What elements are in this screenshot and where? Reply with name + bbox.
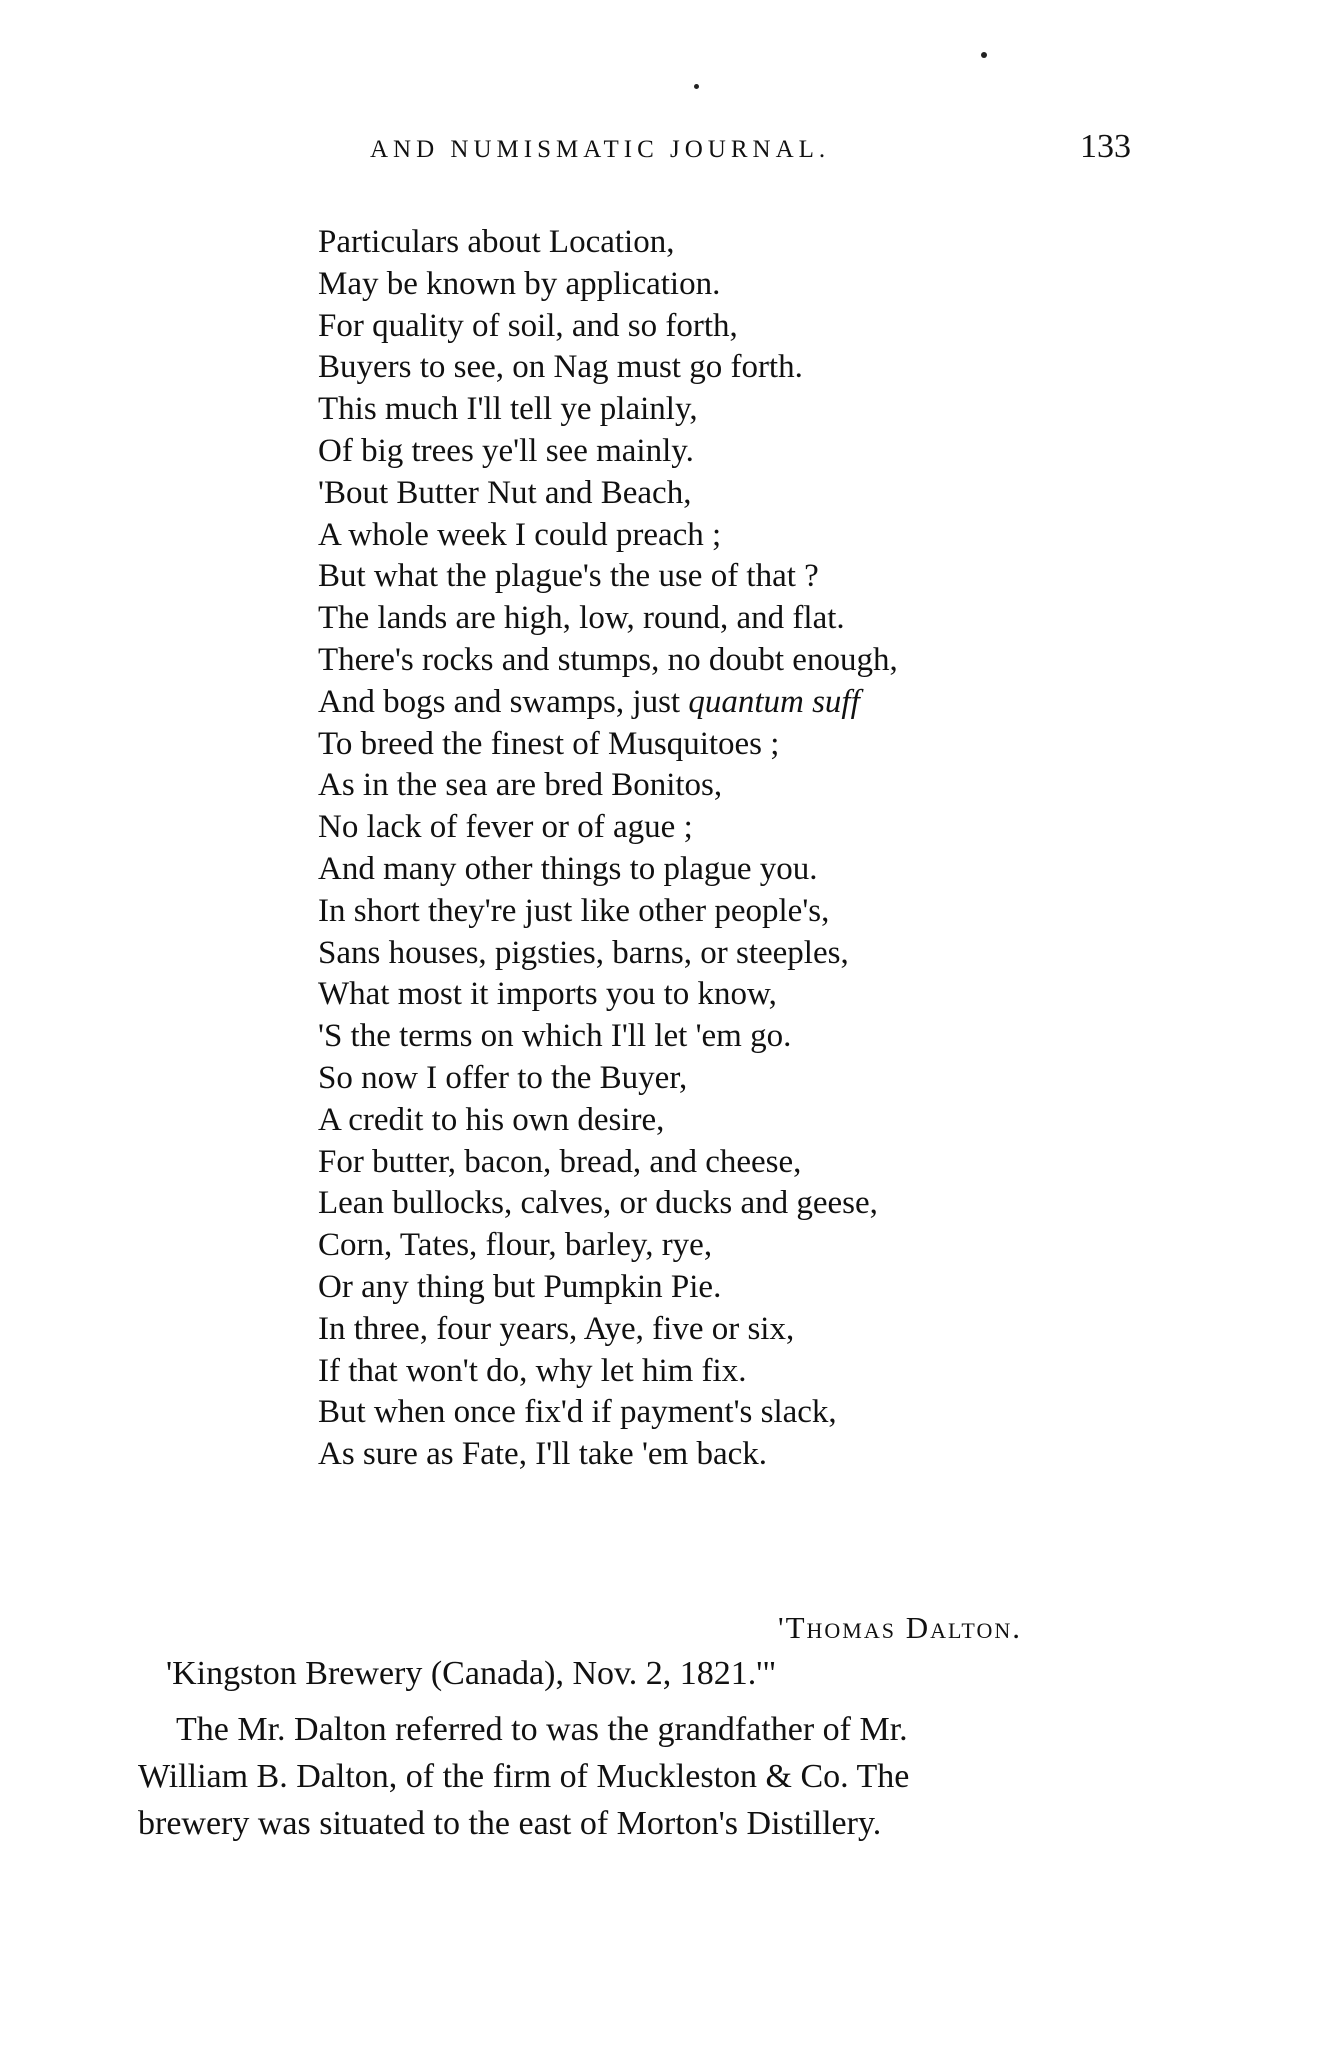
- poem-line-text: And bogs and swamps, just: [318, 683, 681, 720]
- poem-line: [318, 682, 898, 724]
- prose-line: William B. Dalton, of the firm of Muckleston & Co. The: [138, 1758, 910, 1795]
- print-speck: [981, 52, 987, 58]
- poem-line: But what the plague's the use of that ?: [318, 558, 819, 595]
- poem-line: But when once fix'd if payment's slack,: [318, 1394, 837, 1431]
- poem-line: Corn, Tates, flour, barley, rye,: [318, 1227, 713, 1264]
- poem-signature: 'Thomas Dalton.: [778, 1610, 1022, 1645]
- poem-line: Or any thing but Pumpkin Pie.: [318, 1268, 722, 1305]
- poem-line: And many other things to plague you.: [318, 850, 818, 887]
- poem-line: If that won't do, why let him fix.: [318, 1352, 747, 1389]
- poem-line: To breed the finest of Musquitoes ;: [318, 725, 780, 762]
- prose-line: The Mr. Dalton referred to was the grandfather of Mr.: [176, 1711, 908, 1748]
- poem-line: Buyers to see, on Nag must go forth.: [318, 349, 803, 386]
- poem-line: For butter, bacon, bread, and cheese,: [318, 1143, 802, 1180]
- page-number: 133: [1080, 128, 1131, 165]
- italic-latin-phrase: quantum suff: [688, 683, 860, 720]
- poem-line: So now I offer to the Buyer,: [318, 1059, 688, 1096]
- poem-line: The lands are high, low, round, and flat.: [318, 600, 845, 637]
- dateline: 'Kingston Brewery (Canada), Nov. 2, 1821.'": [166, 1655, 777, 1692]
- poem-line: Lean bullocks, calves, or ducks and geese,: [318, 1185, 878, 1222]
- poem-line: Particulars about Location,: [318, 224, 675, 260]
- print-speck: [694, 84, 699, 89]
- poem-line: A credit to his own desire,: [318, 1101, 665, 1138]
- poem-line: Of big trees ye'll see mainly.: [318, 432, 694, 469]
- poem-line: There's rocks and stumps, no doubt enough,: [318, 641, 898, 678]
- poem-line: As sure as Fate, I'll take 'em back.: [318, 1436, 767, 1473]
- poem-line: No lack of fever or of ague ;: [318, 809, 693, 846]
- poem-line: In three, four years, Aye, five or six,: [318, 1310, 795, 1347]
- poem: [318, 222, 898, 1476]
- poem-line: For quality of soil, and so forth,: [318, 307, 738, 344]
- poem-line: Sans houses, pigsties, barns, or steeples,: [318, 934, 849, 971]
- poem-line: A whole week I could preach ;: [318, 516, 722, 553]
- poem-line: This much I'll tell ye plainly,: [318, 391, 698, 428]
- prose-line: brewery was situated to the east of Morton's Distillery.: [138, 1805, 882, 1842]
- poem-line: 'Bout Butter Nut and Beach,: [318, 474, 692, 511]
- poem-line: 'S the terms on which I'll let 'em go.: [318, 1018, 792, 1055]
- poem-line: What most it imports you to know,: [318, 976, 777, 1013]
- running-header: AND NUMISMATIC JOURNAL.: [370, 136, 831, 163]
- poem-line: In short they're just like other people's,: [318, 892, 830, 929]
- prose-paragraph: [138, 1706, 1178, 1847]
- poem-line: May be known by application.: [318, 265, 721, 302]
- poem-line: As in the sea are bred Bonitos,: [318, 767, 723, 804]
